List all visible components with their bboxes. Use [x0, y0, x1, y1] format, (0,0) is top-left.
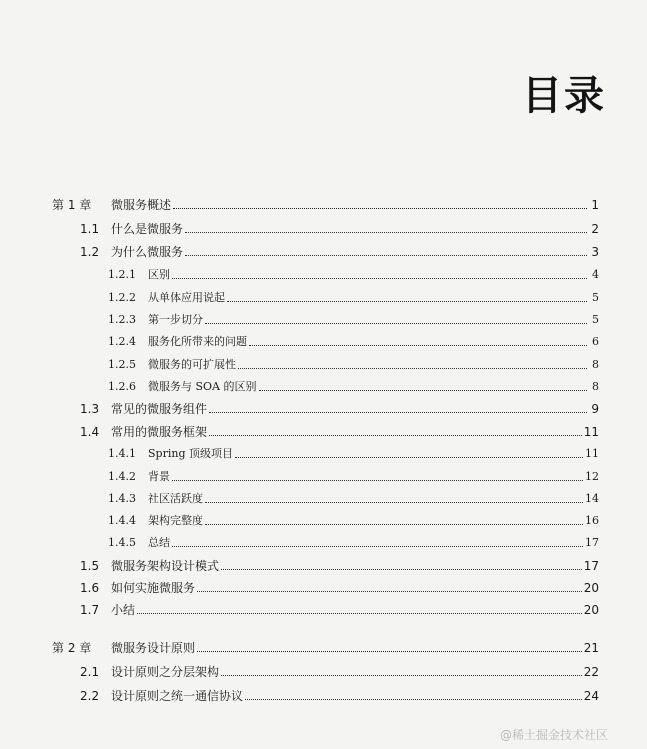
- toc-number: 1.5: [80, 559, 100, 573]
- dot-leader: [209, 412, 587, 413]
- toc-number: 1.1: [80, 222, 100, 236]
- toc-chapter-row: [52, 635, 599, 655]
- toc-page-number: 17: [585, 536, 599, 549]
- toc-page-number: 20: [583, 603, 599, 617]
- toc-number: 1.4.2: [108, 470, 136, 483]
- toc-title: 社区活跃度: [148, 492, 203, 505]
- toc-page-number: 3: [591, 245, 599, 259]
- dot-leader: [185, 232, 587, 233]
- dot-leader: [205, 524, 583, 525]
- toc-title: 微服务与 SOA 的区别: [148, 380, 257, 393]
- toc-title: 微服务设计原则: [111, 641, 196, 655]
- toc-title: 背景: [148, 470, 170, 483]
- dot-leader: [221, 675, 582, 676]
- toc-page-number: 5: [592, 313, 599, 326]
- toc-page-number: 24: [583, 689, 599, 703]
- toc-page-number: 1: [591, 198, 599, 212]
- dot-leader: [172, 480, 583, 481]
- toc-title: 微服务的可扩展性: [148, 358, 236, 371]
- toc-number: 1.2: [80, 245, 100, 259]
- toc-section-row: [80, 683, 599, 703]
- toc-page-number: 2: [591, 222, 599, 236]
- toc-title: 设计原则之统一通信协议: [111, 689, 244, 703]
- dot-leader: [245, 699, 582, 700]
- toc-page-number: 8: [592, 380, 599, 393]
- dot-leader: [221, 569, 582, 570]
- toc-subsection-row: [108, 508, 599, 528]
- toc-number: 1.4.1: [108, 447, 136, 460]
- toc-page-number: 6: [592, 335, 599, 348]
- toc-page-number: 12: [585, 470, 599, 483]
- toc-page-number: 4: [592, 268, 599, 281]
- toc-page-number: 11: [585, 447, 599, 460]
- toc-title: 小结: [111, 603, 136, 617]
- toc-title: 微服务概述: [111, 198, 172, 212]
- toc-subsection-row: [108, 464, 599, 484]
- dot-leader: [249, 345, 587, 346]
- toc-subsection-row: [108, 329, 599, 349]
- toc-page-number: 17: [583, 559, 599, 573]
- toc-subsection-row: [108, 262, 599, 282]
- toc-subsection-row: [108, 374, 599, 394]
- toc-chapter-row: [52, 192, 599, 212]
- watermark: @稀土掘金技术社区: [500, 728, 609, 742]
- toc-title: 常见的微服务组件: [111, 402, 208, 416]
- dot-leader: [238, 368, 587, 369]
- toc-number: 1.4.3: [108, 492, 136, 505]
- toc-number: 1.4: [80, 425, 100, 439]
- toc-title: 为什么微服务: [111, 245, 184, 259]
- toc-section-row: [80, 553, 599, 573]
- toc-title: 总结: [148, 536, 170, 549]
- toc-title: 如何实施微服务: [111, 581, 196, 595]
- toc-number: 1.7: [80, 603, 100, 617]
- toc-page-number: 14: [585, 492, 599, 505]
- dot-leader: [173, 208, 587, 209]
- toc-page-number: 22: [583, 665, 599, 679]
- toc-section-row: [80, 396, 599, 416]
- dot-leader: [137, 613, 582, 614]
- toc-subsection-row: [108, 441, 599, 461]
- toc-number: 1.6: [80, 581, 100, 595]
- toc-title: 从单体应用说起: [148, 291, 225, 304]
- toc-number: 1.2.1: [108, 268, 136, 281]
- toc-title: 架构完整度: [148, 514, 203, 527]
- toc-page-number: 16: [585, 514, 599, 527]
- toc-section-row: [80, 575, 599, 595]
- dot-leader: [227, 301, 587, 302]
- dot-leader: [205, 323, 587, 324]
- toc-page-number: 5: [592, 291, 599, 304]
- page-title: 目录: [522, 73, 606, 119]
- toc-title: 区别: [148, 268, 170, 281]
- toc-page-number: 20: [583, 581, 599, 595]
- toc-number: 1.2.4: [108, 335, 136, 348]
- toc-section-row: [80, 419, 599, 439]
- dot-leader: [197, 651, 582, 652]
- toc-subsection-row: [108, 352, 599, 372]
- toc-number: 1.2.5: [108, 358, 136, 371]
- toc-title: 什么是微服务: [111, 222, 184, 236]
- toc-number: 1.2.3: [108, 313, 136, 326]
- toc-title: 微服务架构设计模式: [111, 559, 220, 573]
- toc-title: 设计原则之分层架构: [111, 665, 220, 679]
- toc-section-row: [80, 597, 599, 617]
- toc-section-row: [80, 239, 599, 259]
- toc-number: 2.2: [80, 689, 100, 703]
- toc-section-row: [80, 216, 599, 236]
- toc-subsection-row: [108, 530, 599, 550]
- toc-number: 1.3: [80, 402, 100, 416]
- toc-subsection-row: [108, 285, 599, 305]
- dot-leader: [185, 255, 587, 256]
- dot-leader: [172, 278, 587, 279]
- dot-leader: [205, 502, 583, 503]
- toc-page-number: 21: [583, 641, 599, 655]
- toc-number: 1.2.6: [108, 380, 136, 393]
- toc-number: 第 2 章: [52, 641, 92, 655]
- toc-number: 第 1 章: [52, 198, 92, 212]
- toc-subsection-row: [108, 307, 599, 327]
- toc-title: 服务化所带来的问题: [148, 335, 247, 348]
- toc-page-number: 9: [591, 402, 599, 416]
- toc-section-row: [80, 659, 599, 679]
- toc-title: 第一步切分: [148, 313, 203, 326]
- toc-number: 1.2.2: [108, 291, 136, 304]
- toc-subsection-row: [108, 486, 599, 506]
- toc-title: 常用的微服务框架: [111, 425, 208, 439]
- toc-number: 1.4.5: [108, 536, 136, 549]
- dot-leader: [197, 591, 582, 592]
- dot-leader: [172, 546, 583, 547]
- toc-title: Spring 顶级项目: [148, 447, 233, 460]
- toc-number: 2.1: [80, 665, 100, 679]
- dot-leader: [209, 435, 582, 436]
- toc-page-number: 11: [583, 425, 599, 439]
- dot-leader: [235, 457, 583, 458]
- toc-number: 1.4.4: [108, 514, 136, 527]
- toc-page-number: 8: [592, 358, 599, 371]
- dot-leader: [259, 390, 588, 391]
